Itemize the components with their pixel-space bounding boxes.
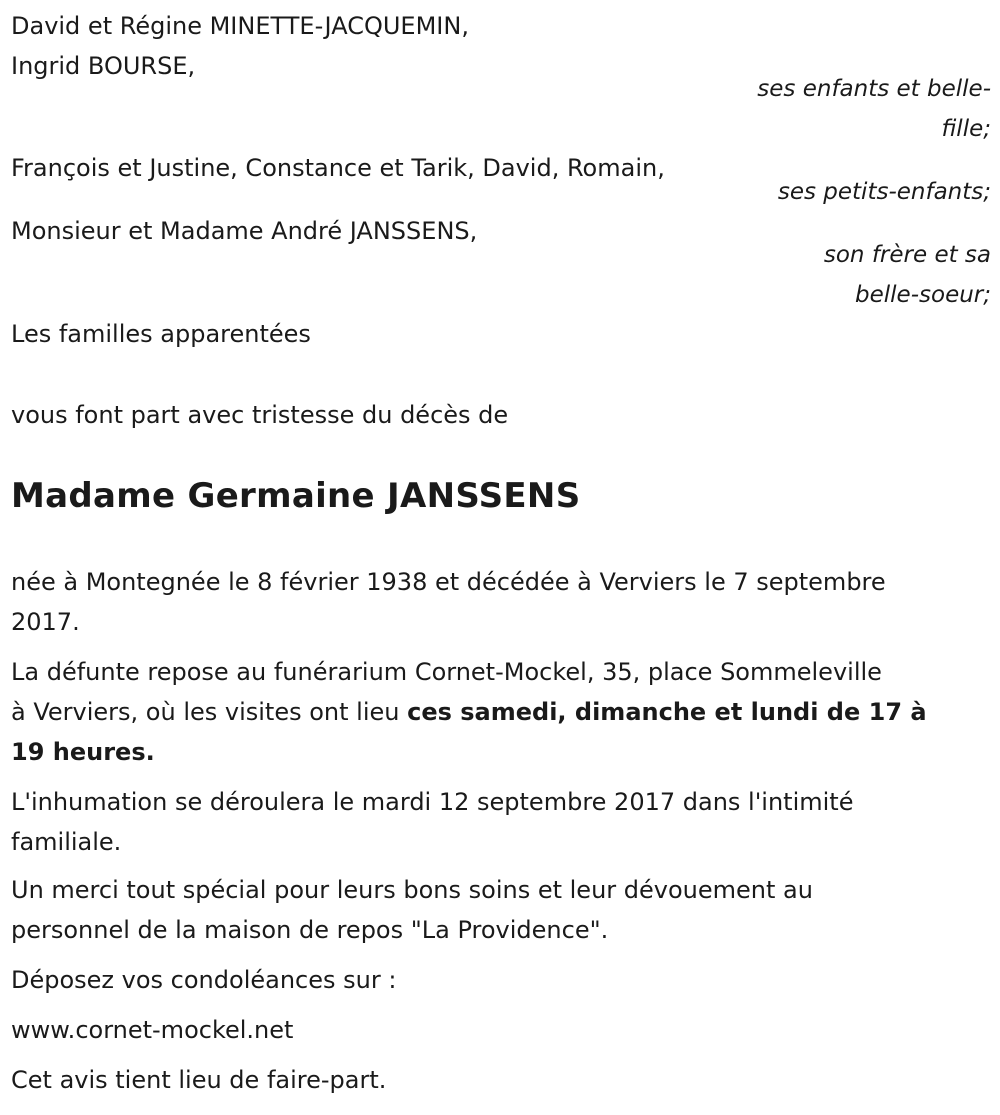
thanks-line2: personnel de la maison de repos "La Providence".: [11, 916, 609, 944]
burial-line1: L'inhumation se déroulera le mardi 12 septembre 2017 dans l'intimité: [11, 788, 854, 816]
repose-paragraph: [11, 652, 986, 772]
family-line-grandchildren: François et Justine, Constance et Tarik, David, Romain,: [11, 154, 665, 182]
birth-death-line1: née à Montegnée le 8 février 1938 et décédée à Verviers le 7 septembre: [11, 568, 886, 596]
family-line-relatives: Les familles apparentées: [11, 320, 311, 348]
burial-paragraph: [11, 782, 986, 862]
relation-children-line1: ses enfants et belle-: [757, 76, 991, 102]
visiting-hours-bold-end: 19 heures.: [11, 738, 155, 766]
family-line-children: David et Régine MINETTE-JACQUEMIN,: [11, 12, 469, 40]
relation-brother-line1: son frère et sa: [823, 242, 991, 268]
thanks-paragraph: [11, 870, 986, 950]
family-line-brother: Monsieur et Madame André JANSSENS,: [11, 217, 478, 245]
condolences-text: Déposez vos condoléances sur :: [11, 966, 397, 994]
repose-line2-plain: à Verviers, où les visites ont lieu: [11, 698, 408, 726]
deceased-name: Madame Germaine JANSSENS: [11, 476, 581, 516]
birth-death-line2: 2017.: [11, 608, 80, 636]
relation-children-line2: fille;: [941, 116, 991, 142]
repose-line2: [11, 692, 986, 732]
relation-brother-line2: belle-soeur;: [855, 282, 991, 308]
burial-line2: familiale.: [11, 828, 122, 856]
thanks-line1: Un merci tout spécial pour leurs bons soins et leur dévouement au: [11, 876, 813, 904]
notice-text: Cet avis tient lieu de faire-part.: [11, 1066, 387, 1094]
family-line-daughter-in-law: Ingrid BOURSE,: [11, 52, 196, 80]
announcement-text: vous font part avec tristesse du décès de: [11, 401, 509, 429]
repose-line3: [11, 732, 986, 772]
repose-line1: La défunte repose au funérarium Cornet-Mockel, 35, place Sommeleville: [11, 658, 882, 686]
relation-grandchildren: ses petits-enfants;: [777, 179, 991, 205]
condolences-website: www.cornet-mockel.net: [11, 1016, 294, 1044]
visiting-hours-bold: ces samedi, dimanche et lundi de 17 à: [407, 698, 927, 726]
birth-death-paragraph: [11, 562, 986, 642]
